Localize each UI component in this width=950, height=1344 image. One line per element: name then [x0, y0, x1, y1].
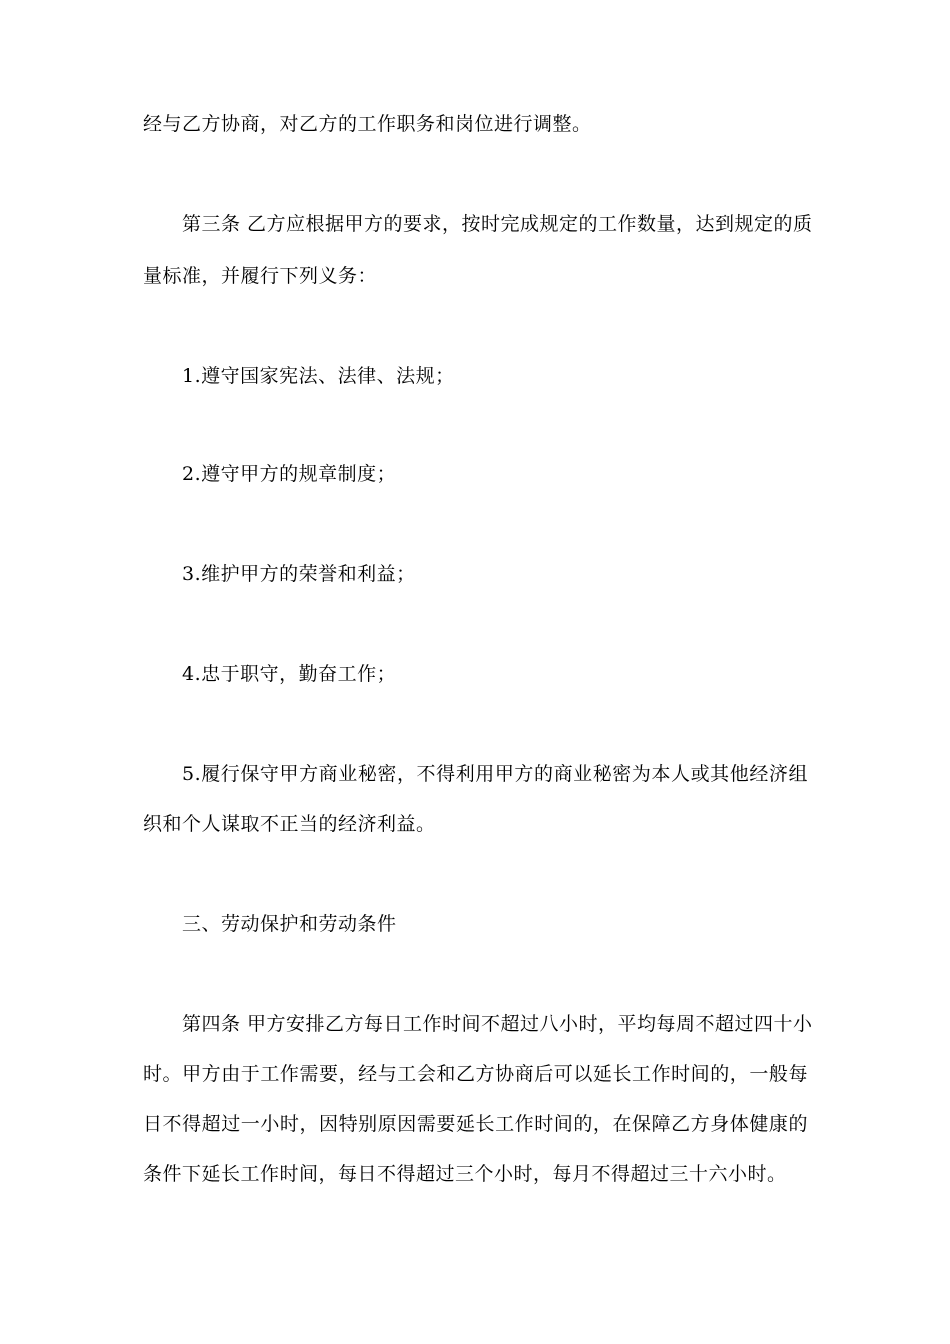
duty-item-2: 2.遵守甲方的规章制度； [182, 463, 397, 485]
duty-item-1: 1.遵守国家宪法、法律、法规； [182, 365, 455, 387]
article-four-line-3: 日不得超过一小时，因特别原因需要延长工作时间的，在保障乙方身体健康的 [143, 1113, 808, 1135]
article-four-line-2: 时。甲方由于工作需要，经与工会和乙方协商后可以延长工作时间的，一般每 [143, 1063, 808, 1085]
paragraph-line: 经与乙方协商，对乙方的工作职务和岗位进行调整。 [143, 113, 592, 135]
article-four-line-4: 条件下延长工作时间，每日不得超过三个小时，每月不得超过三十六小时。 [143, 1163, 787, 1185]
article-three-line-1: 第三条 乙方应根据甲方的要求，按时完成规定的工作数量，达到规定的质 [182, 213, 813, 235]
article-three-line-2: 量标准，并履行下列义务： [143, 265, 378, 287]
section-heading: 三、劳动保护和劳动条件 [182, 913, 397, 935]
article-four-line-1: 第四条 甲方安排乙方每日工作时间不超过八小时，平均每周不超过四十小 [182, 1013, 813, 1035]
duty-item-5-line-2: 织和个人谋取不正当的经济利益。 [143, 813, 436, 835]
duty-item-3: 3.维护甲方的荣誉和利益； [182, 563, 416, 585]
duty-item-4: 4.忠于职守，勤奋工作； [182, 663, 397, 685]
duty-item-5-line-1: 5.履行保守甲方商业秘密，不得利用甲方的商业秘密为本人或其他经济组 [182, 763, 808, 785]
